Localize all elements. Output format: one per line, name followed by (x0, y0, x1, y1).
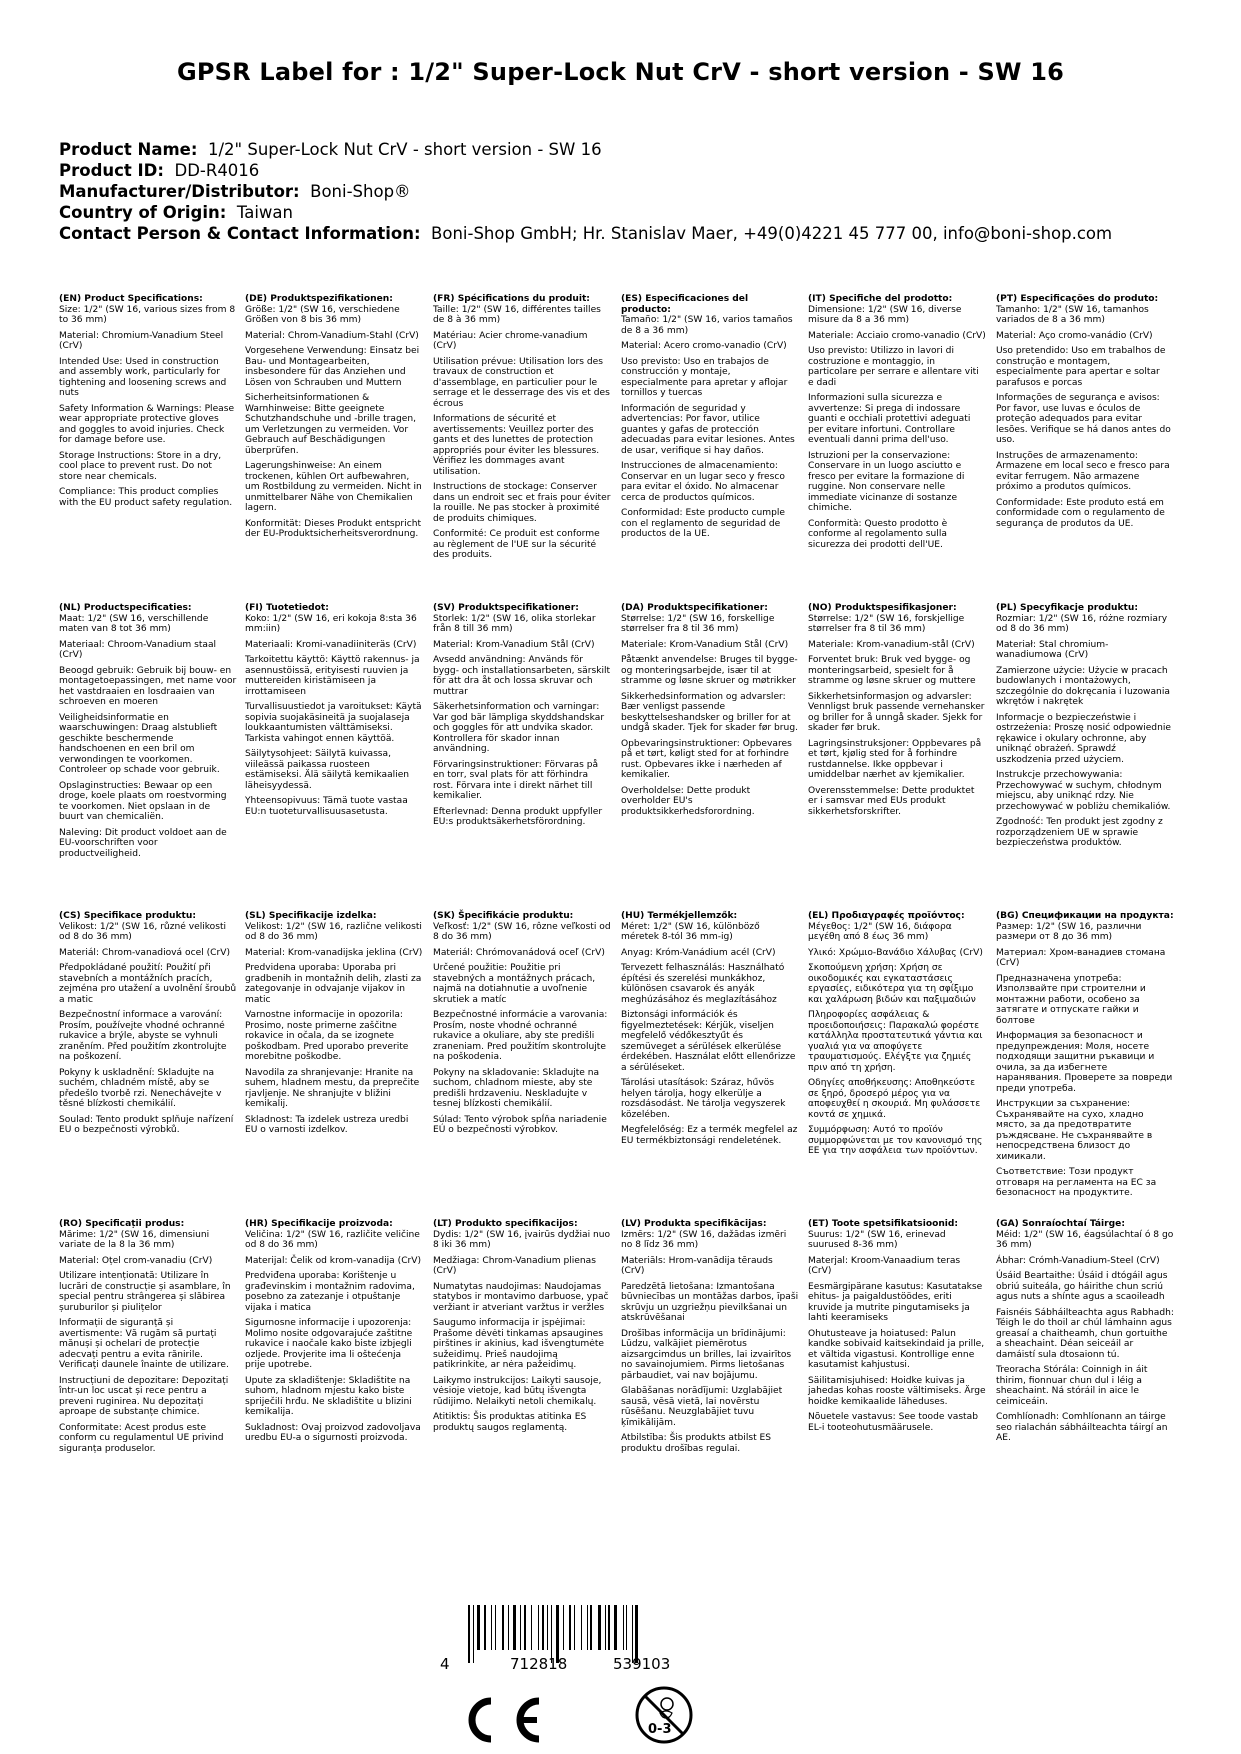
block-paragraph: Úsáid Beartaithe: Úsáid i dtógáil agus obriú suiteála, go háirithe chun scriú agus nuts a shínte agus a scaoileadh (996, 1271, 1168, 1302)
block-paragraph: Tervezett felhasználás: Használható építési és szerelési munkákhoz, különösen csavarok és anyák meghúzásához és meglazításához (621, 963, 785, 1005)
block-paragraph: Zamierzone użycie: Użycie w pracach budowlanych i montażowych, szczególnie do dokręcania i luzowania wkrętów i nakrętek (996, 665, 1170, 707)
block-paragraph: Size: 1/2" (SW 16, various sizes from 8 to 36 mm) (59, 304, 236, 325)
block-paragraph: Vorgesehene Verwendung: Einsatz bei Bau- und Montagearbeiten, insbesondere für das Anziehen und Lösen von Schrauben und Muttern (245, 346, 420, 388)
block-paragraph: Informazioni sulla sicurezza e avvertenze: Si prega di indossare guanti e occhiali protettivi adeguati per evitare infortuni. Controllare eventuali danni prima dell'uso. (808, 393, 971, 445)
block-paragraph: Taille: 1/2" (SW 16, différentes tailles de 8 à 36 mm) (433, 304, 601, 325)
block-paragraph: Matériau: Acier chrome-vanadium (CrV) (433, 330, 588, 351)
language-block (433, 1219, 611, 1438)
language-block (996, 603, 1174, 854)
block-paragraph: Υλικό: Χρώμιο-Βανάδιο Χάλυβας (CrV) (808, 947, 983, 958)
language-block (621, 294, 799, 545)
product-info (59, 139, 1112, 244)
block-heading: (NL) Productspecificaties: (59, 603, 192, 613)
block-paragraph: Soulad: Tento produkt splňuje nařízení EU o bezpečnosti výrobků. (59, 1114, 234, 1135)
block-paragraph: Upute za skladištenje: Skladištite na suhom, hladnom mjestu kako biste spriječili hrđu. Ne skladištite u blizini kemikalija. (245, 1375, 412, 1417)
barcode-bar (513, 1605, 516, 1650)
block-paragraph: Conformidad: Este producto cumple con el reglamento de seguridad de productos de la UE. (621, 508, 785, 539)
block-heading: (CS) Specifikace produktu: (59, 911, 196, 921)
block-paragraph: Säkerhetsinformation och varningar: Var god bär lämpliga skyddshandskar och goggles för att undvika skador. Kontrollera för skador innan användning. (433, 702, 605, 754)
block-paragraph: Информация за безопасност и предупреждения: Моля, носете подходящи защитни ръкавици и очила, за да избегнете наранявания. Проверете за повреди преди употреба. (996, 1031, 1173, 1094)
label-title: GPSR Label for : 1/2" Super-Lock Nut CrV - short version - SW 16 (176, 58, 1065, 86)
block-paragraph: Dimensione: 1/2" (SW 16, diverse misure da 8 a 36 mm) (808, 304, 962, 325)
block-paragraph: Uso pretendido: Uso em trabalhos de construção e montagem, especialmente para apertar e soltar parafusos e porcas (996, 346, 1166, 388)
block-paragraph: Laikymo instrukcijos: Laikyti sausoje, vėsioje vietoje, kad būtų išvengta rūdijimo. Nelaikyti netoli chemikalų. (433, 1375, 602, 1407)
block-paragraph: Ábhar: Crómh-Vanadium-Steel (CrV) (996, 1255, 1160, 1266)
block-paragraph: Naleving: Dit product voldoet aan de EU-voorschriften voor productveiligheid. (59, 827, 227, 859)
contact-row (59, 223, 1112, 244)
block-heading: (PL) Specyfikacje produktu: (996, 603, 1138, 613)
barcode-bar (473, 1605, 474, 1663)
block-paragraph: Bezpečnostné informácie a varovania: Prosím, noste vhodné ochranné rukavice a okuliare, aby ste predišli zraneniam. Pred použitím skontrolujte na poškodenia. (433, 1010, 608, 1062)
block-paragraph: Uso previsto: Utilizzo in lavori di costruzione e montaggio, in particolare per serrare e allentare viti e dadi (808, 346, 979, 388)
barcode-bar (508, 1605, 509, 1650)
block-paragraph: Numatytas naudojimas: Naudojamas statybos ir montavimo darbuose, ypač veržiant ir atveriant varžtus ir veržles (433, 1281, 609, 1313)
block-heading: (DE) Produktspezifikationen: (245, 294, 393, 304)
block-paragraph: Koko: 1/2" (SW 16, eri kokoja 8:sta 36 mm:iin) (245, 613, 417, 634)
block-paragraph: Nõuetele vastavus: See toode vastab EL-i tooteohutusmäärusele. (808, 1412, 978, 1433)
block-paragraph: Säilitamisjuhised: Hoidke kuivas ja jahedas kohas rooste vältimiseks. Ärge hoidke kemikaalide läheduses. (808, 1375, 986, 1407)
language-block (245, 294, 423, 545)
block-paragraph: Veľkosť: 1/2" (SW 16, rôzne veľkosti od 8 do 36 mm) (433, 921, 611, 942)
block-paragraph: Suurus: 1/2" (SW 16, erinevad suurused 8-36 mm) (808, 1229, 946, 1250)
block-paragraph: Anyag: Króm-Vanádium acél (CrV) (621, 947, 776, 958)
block-paragraph: Instruções de armazenamento: Armazene em local seco e fresco para evitar ferrugem. Não armazene próximo a produtos químicos. (996, 450, 1170, 492)
language-block (433, 603, 611, 833)
manufacturer-label: Manufacturer/Distributor: (59, 182, 300, 201)
language-block (621, 603, 799, 822)
block-paragraph: Atitiktis: Šis produktas atitinka ES produktų saugos reglamentą. (433, 1412, 587, 1433)
barcode-bar (491, 1605, 492, 1650)
block-paragraph: Yhteensopivuus: Tämä tuote vastaa EU:n tuoteturvallisuusasetusta. (245, 796, 408, 817)
block-paragraph: Предназначена употреба: Използвайте при строителни и монтажни работи, особено за затягате и отпускате гайки и болтове (996, 973, 1146, 1026)
barcode-bar (574, 1605, 575, 1650)
block-paragraph: Material: Chromium-Vanadium Steel (CrV) (59, 330, 224, 351)
language-block (996, 911, 1174, 1204)
block-paragraph: Conformità: Questo prodotto è conforme al regolamento sulla sicurezza dei prodotti dell'UE. (808, 518, 948, 550)
language-block (245, 1219, 423, 1449)
block-paragraph: Instrucciones de almacenamiento: Conservar en un lugar seco y fresco para evitar el óxido. No almacenar cerca de productos químicos. (621, 461, 785, 503)
block-paragraph: Saugumo informacija ir įspėjimai: Prašome dėvėti tinkamas apsaugines pirštines ir akinius, kad išvengtumėte sužeidimų. Prieš naudojimą patikrinkite, ar nėra pažeidimų. (433, 1318, 605, 1370)
barcode-bar (587, 1605, 588, 1650)
block-paragraph: Lagringsinstruksjoner: Oppbevares på et tørt, kjølig sted for å forhindre rustdannelse. Ikke oppbevar i umiddelbar nærhet av kjemikalier. (808, 738, 982, 780)
block-paragraph: Maat: 1/2" (SW 16, verschillende maten van 8 tot 36 mm) (59, 613, 209, 634)
barcode-bar (623, 1605, 624, 1650)
block-heading: (BG) Спецификации на продукта: (996, 911, 1174, 921)
block-paragraph: Informations de sécurité et avertissements: Veuillez porter des gants et des lunettes de protection appropriés pour éviter les blessures. Vérifiez les dommages avant utilisation. (433, 414, 600, 477)
barcode-bar (468, 1605, 470, 1663)
block-paragraph: Méid: 1/2" (SW 16, éagsúlachtaí ó 8 go 36 mm) (996, 1229, 1174, 1250)
block-heading: (LV) Produkta specifikācijas: (621, 1219, 767, 1229)
barcode-bar (598, 1605, 601, 1650)
block-paragraph: Størrelse: 1/2" (SW 16, forskjellige størrelser fra 8 til 36 mm) (808, 613, 965, 634)
block-paragraph: Material: Aço cromo-vanádio (CrV) (996, 330, 1153, 341)
block-paragraph: Informações de segurança e avisos: Por favor, use luvas e óculos de proteção adequados para evitar lesões. Verifique se há danos antes do uso. (996, 393, 1171, 445)
block-paragraph: Sikkerhetsinformasjon og advarsler: Vennligst bruk passende vernehansker og briller for å unngå skader. Sjekk for skader før bruk. (808, 691, 985, 733)
block-paragraph: Eesmärgipärane kasutus: Kasutatakse ehitus- ja paigaldustöödes, eriti kruvide ja mutrite pingutamiseks ja lahti keeramiseks (808, 1281, 983, 1323)
block-paragraph: Materijal: Čelik od krom-vanadija (CrV) (245, 1255, 422, 1266)
block-paragraph: Sigurnosne informacije i upozorenja: Molimo nosite odgovarajuće zaštitne rukavice i naočale kako biste izbjegli ozljede. Provjerite ima li oštećenja prije upotrebe. (245, 1318, 413, 1370)
block-paragraph: Navodila za shranjevanje: Hranite na suhem, hladnem mestu, da preprečite rjavljenje. Ne shranjujte v bližini kemikalij. (245, 1067, 420, 1109)
block-paragraph: Πληροφορίες ασφάλειας & προειδοποιήσεις: Παρακαλώ φορέστε κατάλληλα προστατευτικά γάντια και γυαλιά για να αποφύγετε τραυματισμούς. Ελέγξτε για ζημιές πριν από τη χρήση. (808, 1010, 983, 1073)
language-block (808, 1219, 986, 1438)
block-paragraph: Zgodność: Ten produkt jest zgodny z rozporządzeniem UE w sprawie bezpieczeństwa produktów. (996, 817, 1163, 848)
block-paragraph: Material: Oțel crom-vanadiu (CrV) (59, 1255, 213, 1266)
block-paragraph: Compliance: This product complies with the EU product safety regulation. (59, 487, 233, 508)
block-paragraph: Tárolási utasítások: Száraz, hűvös helyen tárolja, hogy elkerülje a rozsdásodást. Ne tárolja vegyszerek közelében. (621, 1078, 786, 1120)
block-paragraph: Storlek: 1/2" (SW 16, olika storlekar från 8 till 36 mm) (433, 613, 596, 634)
language-blocks-grid (59, 294, 1219, 1569)
language-block (808, 603, 986, 822)
barcode-bar (563, 1605, 564, 1650)
block-paragraph: Istruzioni per la conservazione: Conservare in un luogo asciutto e fresco per evitare la formazione di ruggine. Non conservare nelle immediate vicinanze di sostanze chimiche. (808, 450, 965, 513)
block-paragraph: Materiāls: Hrom-vanādija tērauds (CrV) (621, 1255, 773, 1276)
block-paragraph: Förvaringsinstruktioner: Förvaras på en torr, sval plats för att förhindra rost. Förvara inte i direkt närhet till kemikalier. (433, 759, 599, 801)
block-paragraph: Beoogd gebruik: Gebruik bij bouw- en montagetoepassingen, met name voor het vastdraaien en losdraaien van schroeven en moeren (59, 665, 237, 707)
block-paragraph: Säilytysohjeet: Säilytä kuivassa, viileässä paikassa ruosteen estämiseksi. Älä säilytä kemikaalien läheisyydessä. (245, 749, 410, 791)
product-id: DD-R4016 (174, 161, 260, 180)
block-paragraph: Инструкции за съхранение: Съхранявайте на сухо, хладно място, за да предотвратите ръждясване. Не съхранявайте в непосредствена близост до химикали. (996, 1099, 1153, 1162)
block-paragraph: Uso previsto: Uso en trabajos de construcción y montaje, especialmente para apretar y aflojar tornillos y tuercas (621, 356, 788, 398)
block-paragraph: Størrelse: 1/2" (SW 16, forskellige størrelser fra 8 til 36 mm) (621, 613, 775, 634)
block-paragraph: Instrukcje przechowywania: Przechowywać w suchym, chłodnym miejscu, aby uniknąć rdzy. Nie przechowywać w pobliżu chemikaliów. (996, 770, 1171, 812)
block-paragraph: Materiaali: Kromi-vanadiiniteräs (CrV) (245, 639, 417, 650)
block-paragraph: Avsedd användning: Används för bygg- och installationsarbeten, särskilt för att dra åt och lossa skruvar och muttrar (433, 655, 611, 697)
block-paragraph: Treoracha Stórála: Coinnigh in áit thirim, fionnuar chun dul i léig a sheachaint. Ná stóráil in aice le ceimiceáin. (996, 1365, 1148, 1407)
block-heading: (SK) Špecifikácie produktu: (433, 911, 574, 921)
barcode-bar (524, 1605, 526, 1650)
block-paragraph: Tarkoitettu käyttö: Käyttö rakennus- ja asennustöissä, erityisesti ruuvien ja muttereiden kiristämiseen ja irrottamiseen (245, 655, 420, 697)
language-block (59, 911, 237, 1141)
language-block (59, 1219, 237, 1459)
block-paragraph: Megfelelőség: Ez a termék megfelel az EU termékbiztonsági rendeletének. (621, 1125, 798, 1146)
block-paragraph: Conformitate: Acest produs este conform cu regulamentul UE privind siguranța produselor. (59, 1422, 224, 1454)
block-heading: (LT) Produkto specifikacijos: (433, 1219, 578, 1229)
block-paragraph: Opslaginstructies: Bewaar op een droge, koele plaats om roestvorming te voorkomen. Niet opslaan in de buurt van chemicaliën. (59, 780, 227, 822)
block-paragraph: Velikost: 1/2" (SW 16, različne velikosti od 8 do 36 mm) (245, 921, 422, 942)
block-paragraph: Conformité: Ce produit est conforme au règlement de l'UE sur la sécurité des produits. (433, 529, 600, 560)
block-paragraph: Predvidena uporaba: Uporaba pri gradbenih in montažnih delih, zlasti za zategovanje in odvajanje vijakov in matic (245, 963, 422, 1005)
block-paragraph: Atbilstība: Šis produkts atbilst ES produktu drošības regulai. (621, 1433, 772, 1454)
age-range-text: 0-3 (648, 1722, 672, 1737)
language-block (245, 603, 423, 822)
barcode-bar (502, 1605, 504, 1650)
block-heading: (NO) Produktspesifikasjoner: (808, 603, 957, 613)
barcode-bar (531, 1605, 532, 1650)
language-block (621, 1219, 799, 1459)
block-paragraph: Materiale: Krom-Vanadium Stål (CrV) (621, 639, 789, 650)
block-paragraph: Utilisation prévue: Utilisation lors des travaux de construction et d'assemblage, en particulier pour le serrage et le desserrage des vis et des écrous (433, 356, 610, 409)
block-paragraph: Opbevaringsinstruktioner: Opbevares på et tørt, køligt sted for at forhindre rust. Opbevares ikke i nærheden af kemikalier. (621, 738, 792, 780)
language-block (996, 294, 1174, 534)
product-name-row (59, 139, 1112, 160)
language-block (433, 911, 611, 1141)
manufacturer-row (59, 181, 1112, 202)
block-heading: (IT) Specifiche del prodotto: (808, 294, 953, 304)
block-paragraph: Faisnéis Sábháilteachta agus Rabhadh: Téigh le do thoil ar chúl lámhainn agus greasaí a chaitheamh, chun gortuithe a sheachaint. Déan seiceáil ar damáistí sula dtosaionn tú. (996, 1307, 1174, 1360)
block-paragraph: Varnostne informacije in opozorila: Prosimo, noste primerne zaščitne rokavice in očala, da se izognete poškodbam. Pred uporabo preverite morebitne poškodbe. (245, 1010, 409, 1062)
contact-info: Boni-Shop GmbH; Hr. Stanislav Maer, +49(0)4221 45 777 00, info@boni-shop.com (431, 224, 1113, 243)
barcode-bar (542, 1605, 544, 1650)
block-paragraph: Material: Acero cromo-vanadio (CrV) (621, 341, 787, 351)
block-paragraph: Skladnost: Ta izdelek ustreza uredbi EU o varnosti izdelkov. (245, 1114, 409, 1135)
barcode-bar (569, 1605, 571, 1650)
barcode-digits-left: 712818 (510, 1655, 568, 1673)
manufacturer: Boni-Shop® (310, 182, 411, 201)
block-heading: (ET) Toote spetsifikatsioonid: (808, 1219, 959, 1229)
barcode-bar (495, 1605, 496, 1650)
block-paragraph: Veličina: 1/2" (SW 16, različite veličine od 8 do 36 mm) (245, 1229, 420, 1250)
block-paragraph: Velikost: 1/2" (SW 16, různé velikosti od 8 do 36 mm) (59, 921, 227, 942)
barcode-bar (590, 1605, 592, 1650)
barcode-bar (538, 1605, 539, 1650)
barcode-bar (477, 1605, 480, 1650)
block-paragraph: Comhlíonadh: Comhlíonann an táirge seo rialachán sábháilteachta táirgí an AE. (996, 1412, 1168, 1443)
block-heading: (ES) Especificaciones del producto: (621, 294, 749, 315)
block-paragraph: Материал: Хром-ванадиев стомана (CrV) (996, 947, 1166, 968)
block-paragraph: Předpokládané použití: Použití při stavebních a montážních pracích, zejména pro utažení a uvolnění šroubů a matic (59, 963, 237, 1005)
block-paragraph: Съответствие: Този продукт отговаря на регламента на ЕС за безопасност на продуктите. (996, 1167, 1157, 1198)
block-paragraph: Materjal: Kroom-Vanaadium teras (CrV) (808, 1255, 961, 1276)
age-warning-0-3-icon (634, 1685, 694, 1745)
block-paragraph: Tamaño: 1/2" (SW 16, varios tamaños de 8 a 36 mm) (621, 315, 793, 336)
block-heading: (GA) Sonraíochtaí Táirge: (996, 1219, 1125, 1229)
language-block (59, 603, 237, 864)
block-paragraph: Mărime: 1/2" (SW 16, dimensiuni variate de la 8 la 36 mm) (59, 1229, 210, 1250)
block-paragraph: Súlad: Tento výrobok spĺňa nariadenie EÚ o bezpečnosti výrobkov. (433, 1114, 607, 1135)
block-paragraph: Οδηγίες αποθήκευσης: Αποθηκεύστε σε ξηρό, δροσερό μέρος για να αποφευχθεί η σκουριά. Μη φυλάσσετε κοντά σε χημικά. (808, 1078, 981, 1120)
block-paragraph: Material: Chrom-Vanadium-Stahl (CrV) (245, 330, 419, 341)
block-paragraph: Größe: 1/2" (SW 16, verschiedene Größen von 8 bis 36 mm) (245, 304, 400, 325)
block-paragraph: Paredzētā lietošana: Izmantošana būvniecības un montāžas darbos, īpaši skrūvju un uzgriežņu pievilkšanai un atskrūvēšanai (621, 1281, 799, 1323)
block-paragraph: Informații de siguranță și avertismente: Vă rugăm să purtați mănuși și ochelari de protecție adecvați pentru a evita rănirile. Verificați daunele înainte de utilizare. (59, 1318, 229, 1370)
block-paragraph: Σκοπούμενη χρήση: Χρήση σε οικοδομικές και εγκαταστάσεις εργασίες, ειδικότερα για τη σφίξιμο και χαλάρωση βιδών και παξιμαδιών (808, 963, 976, 1005)
block-heading: (EN) Product Specifications: (59, 294, 203, 304)
barcode-bar (520, 1605, 521, 1650)
block-heading: (DA) Produktspecifikationer: (621, 603, 768, 613)
barcode-bar (626, 1605, 627, 1650)
block-paragraph: Materiał: Stal chromium-wanadiumowa (CrV) (996, 639, 1109, 660)
product-name-label: Product Name: (59, 140, 198, 159)
language-block (621, 911, 799, 1151)
block-heading: (HU) Termékjellemzők: (621, 911, 738, 921)
block-paragraph: Instructions de stockage: Conserver dans un endroit sec et frais pour éviter la rouille. Ne pas stocker à proximité de produits chimiques. (433, 482, 611, 524)
language-block (808, 294, 986, 555)
block-paragraph: Materiaal: Chroom-Vanadium staal (CrV) (59, 639, 217, 660)
language-block (59, 294, 237, 513)
ce-mark-icon (453, 1695, 543, 1745)
barcode-digit-prefix: 4 (440, 1655, 450, 1673)
barcode (440, 1605, 690, 1685)
block-paragraph: Materiale: Acciaio cromo-vanadio (CrV) (808, 330, 986, 341)
block-heading: (EL) Προδιαγραφές προϊόντος: (808, 911, 965, 921)
block-paragraph: Instrucțiuni de depozitare: Depozitați într-un loc uscat și rece pentru a preveni ruginirea. Nu depozitați aproape de substanțe chimice. (59, 1375, 229, 1417)
block-paragraph: Información de seguridad y advertencias: Por favor, utilice guantes y gafas de protección adecuadas para evitar lesiones. Antes de usar, verifique si hay daños. (621, 403, 795, 456)
block-paragraph: Storage Instructions: Store in a dry, cool place to prevent rust. Do not store near chemicals. (59, 450, 222, 482)
block-paragraph: Размер: 1/2" (SW 16, различни размери от 8 до 36 mm) (996, 921, 1142, 942)
barcode-bar (605, 1605, 606, 1650)
language-block (996, 1219, 1174, 1449)
block-paragraph: Sicherheitsinformationen & Warnhinweise: Bitte geeignete Schutzhandschuhe und -brille tragen, um Verletzungen zu vermeiden. Vor Gebrauch auf Beschädigungen überprüfen. (245, 393, 416, 456)
block-paragraph: Utilizare intenționată: Utilizare în lucrări de construcție și asamblare, în special pentru strângerea și slăbirea șuruburilor și piulițelor (59, 1271, 231, 1313)
block-paragraph: Medžiaga: Chrom-Vanadium plienas (CrV) (433, 1255, 596, 1276)
block-paragraph: Materiál: Chrom-vanadiová ocel (CrV) (59, 947, 230, 958)
block-paragraph: Glabāšanas norādījumi: Uzglabājiet sausā, vēsā vietā, lai novērstu rūsēšanu. Neuzglabājiet tuvu ķīmikālijām. (621, 1386, 783, 1428)
block-paragraph: Påtænkt anvendelse: Bruges til bygge- og monteringsarbejde, især til at stramme og løsne skruer og møtrikker (621, 655, 798, 686)
block-paragraph: Materiale: Krom-vanadium-stål (CrV) (808, 639, 975, 650)
block-paragraph: Veiligheidsinformatie en waarschuwingen: Draag alstublieft geschikte beschermende handschoenen en een bril om verwondingen te voorkomen. Controleer op schade voor gebruik. (59, 712, 220, 775)
block-paragraph: Conformidade: Este produto está em conformidade com o regulamento de segurança de produtos da UE. (996, 497, 1165, 529)
origin-label: Country of Origin: (59, 203, 227, 222)
block-paragraph: Materiál: Chrómovanádová oceľ (CrV) (433, 947, 605, 958)
barcode-bar (581, 1605, 582, 1650)
block-paragraph: Sukladnost: Ovaj proizvod zadovoljava uredbu EU-a o sigurnosti proizvoda. (245, 1422, 421, 1443)
origin: Taiwan (236, 203, 293, 222)
block-paragraph: Ohutusteave ja hoiatused: Palun kandke sobivaid kaitsekindaid ja prille, et vältida vigastusi. Kontrollige enne kasutamist kahjustusi. (808, 1328, 985, 1370)
block-paragraph: Konformität: Dieses Produkt entspricht der EU-Produktsicherheitsverordnung. (245, 518, 422, 539)
barcode-bar (614, 1605, 617, 1650)
block-heading: (SV) Produktspecifikationer: (433, 603, 579, 613)
block-paragraph: Tamanho: 1/2" (SW 16, tamanhos variados de 8 a 36 mm) (996, 304, 1149, 325)
barcode-bar (608, 1605, 610, 1650)
block-paragraph: Méret: 1/2" (SW 16, különböző méretek 8-tól 36 mm-ig) (621, 921, 760, 942)
block-paragraph: Safety Information & Warnings: Please wear appropriate protective gloves and goggles to avoid injuries. Check for damage before use. (59, 403, 235, 445)
origin-row (59, 202, 1112, 223)
block-paragraph: Informacje o bezpieczeństwie i ostrzeżenia: Proszę nosić odpowiednie rękawice i okulary ochronne, aby uniknąć obrażeń. Sprawdź uszkodzenia przed użyciem. (996, 712, 1171, 765)
block-paragraph: Overholdelse: Dette produkt overholder EU's produktsikkerhedsforordning. (621, 785, 755, 817)
language-block (245, 911, 423, 1141)
block-paragraph: Predviđena uporaba: Korištenje u građevinskim i montažnim radovima, posebno za zatezanje i otpuštanje vijaka i matica (245, 1271, 415, 1313)
block-heading: (HR) Specifikacije proizvoda: (245, 1219, 393, 1229)
block-paragraph: Izmērs: 1/2" (SW 16, dažādas izmēri no 8 līdz 36 mm) (621, 1229, 787, 1250)
product-id-label: Product ID: (59, 161, 164, 180)
block-paragraph: Material: Krom-vanadijska jeklina (CrV) (245, 947, 423, 958)
block-paragraph: Rozmiar: 1/2" (SW 16, różne rozmiary od 8 do 36 mm) (996, 613, 1168, 634)
block-paragraph: Určené použitie: Použitie pri stavebných a montážnych prácach, najmä na dotiahnutie a uvoľnenie skrutiek a matíc (433, 963, 596, 1005)
language-block (433, 294, 611, 566)
block-heading: (FI) Tuotetiedot: (245, 603, 329, 613)
block-paragraph: Efterlevnad: Denna produkt uppfyller EU:s produktsäkerhetsförordning. (433, 806, 603, 827)
block-heading: (FR) Spécifications du produit: (433, 294, 590, 304)
block-paragraph: Pokyny na skladovanie: Skladujte na suchom, chladnom mieste, aby ste predišli hrdzaveniu. Neskladujte v tesnej blízkosti chemikálií. (433, 1067, 600, 1109)
block-paragraph: Συμμόρφωση: Αυτό το προϊόν συμμορφώνεται με τον κανονισμό της ΕΕ για την ασφάλεια των προϊόντων. (808, 1125, 983, 1156)
block-heading: (SL) Specifikacije izdelka: (245, 911, 377, 921)
block-paragraph: Dydis: 1/2" (SW 16, įvairūs dydžiai nuo 8 iki 36 mm) (433, 1229, 611, 1250)
product-id-row (59, 160, 1112, 181)
block-paragraph: Overensstemmelse: Dette produktet er i samsvar med EUs produkt sikkerhetsforskrifter. (808, 785, 975, 817)
barcode-bar (484, 1605, 486, 1650)
block-paragraph: Biztonsági információk és figyelmeztetések: Kérjük, viseljen megfelelő védőkesztyűt és szemüveget a sérülések elkerülése érdekében. Használat előtt ellenőrizze a sérüléseket. (621, 1010, 796, 1073)
block-paragraph: Material: Krom-Vanadium Stål (CrV) (433, 639, 595, 650)
barcode-digits-right: 539103 (613, 1655, 671, 1673)
block-paragraph: Μέγεθος: 1/2" (SW 16, διάφορα μεγέθη από 8 έως 36 mm) (808, 921, 952, 942)
block-paragraph: Forventet bruk: Bruk ved bygge- og monteringsarbeid, spesielt for å stramme og løsne skruer og muttere (808, 655, 976, 686)
barcode-bar (547, 1605, 548, 1650)
block-paragraph: Pokyny k uskladnění: Skladujte na suchém, chladném místě, aby se předešlo tvorbě rzi. Nenechávejte v těsné blízkosti chemikálií. (59, 1067, 222, 1109)
block-paragraph: Lagerungshinweise: An einem trockenen, kühlen Ort aufbewahren, um Rostbildung zu vermeiden. Nicht in unmittelbarer Nähe von Chemikalien lagern. (245, 461, 422, 513)
block-paragraph: Sikkerhedsinformation og advarsler: Bær venligst passende beskyttelseshandsker og briller for at undgå skader. Tjek for skader før brug. (621, 691, 798, 733)
block-heading: (RO) Specificații produs: (59, 1219, 185, 1229)
language-block (808, 911, 986, 1162)
block-heading: (PT) Especificações do produto: (996, 294, 1159, 304)
barcode-bars (468, 1605, 683, 1650)
contact-label: Contact Person & Contact Information: (59, 224, 421, 243)
block-paragraph: Drošības informācija un brīdinājumi: Lūdzu, valkājiet piemērotus aizsargcimdus un brilles, lai izvairītos no savainojumiem. Pirms lietošanas pārbaudiet, vai nav bojājumu. (621, 1328, 792, 1381)
block-paragraph: Turvallisuustiedot ja varoitukset: Käytä sopivia suojakäsineitä ja suojalaseja loukkaantumisten välttämiseksi. Tarkista vahingot ennen käyttöä. (245, 702, 422, 744)
block-paragraph: Intended Use: Used in construction and assembly work, particularly for tightening and loosening screws and nuts (59, 356, 227, 398)
block-paragraph: Bezpečnostní informace a varování: Prosím, používejte vhodné ochranné rukavice a brýle, abyste se vyhnuli zraněním. Před použitím zkontrolujte na poškození. (59, 1010, 227, 1062)
product-name: 1/2" Super-Lock Nut CrV - short version - SW 16 (207, 140, 602, 159)
